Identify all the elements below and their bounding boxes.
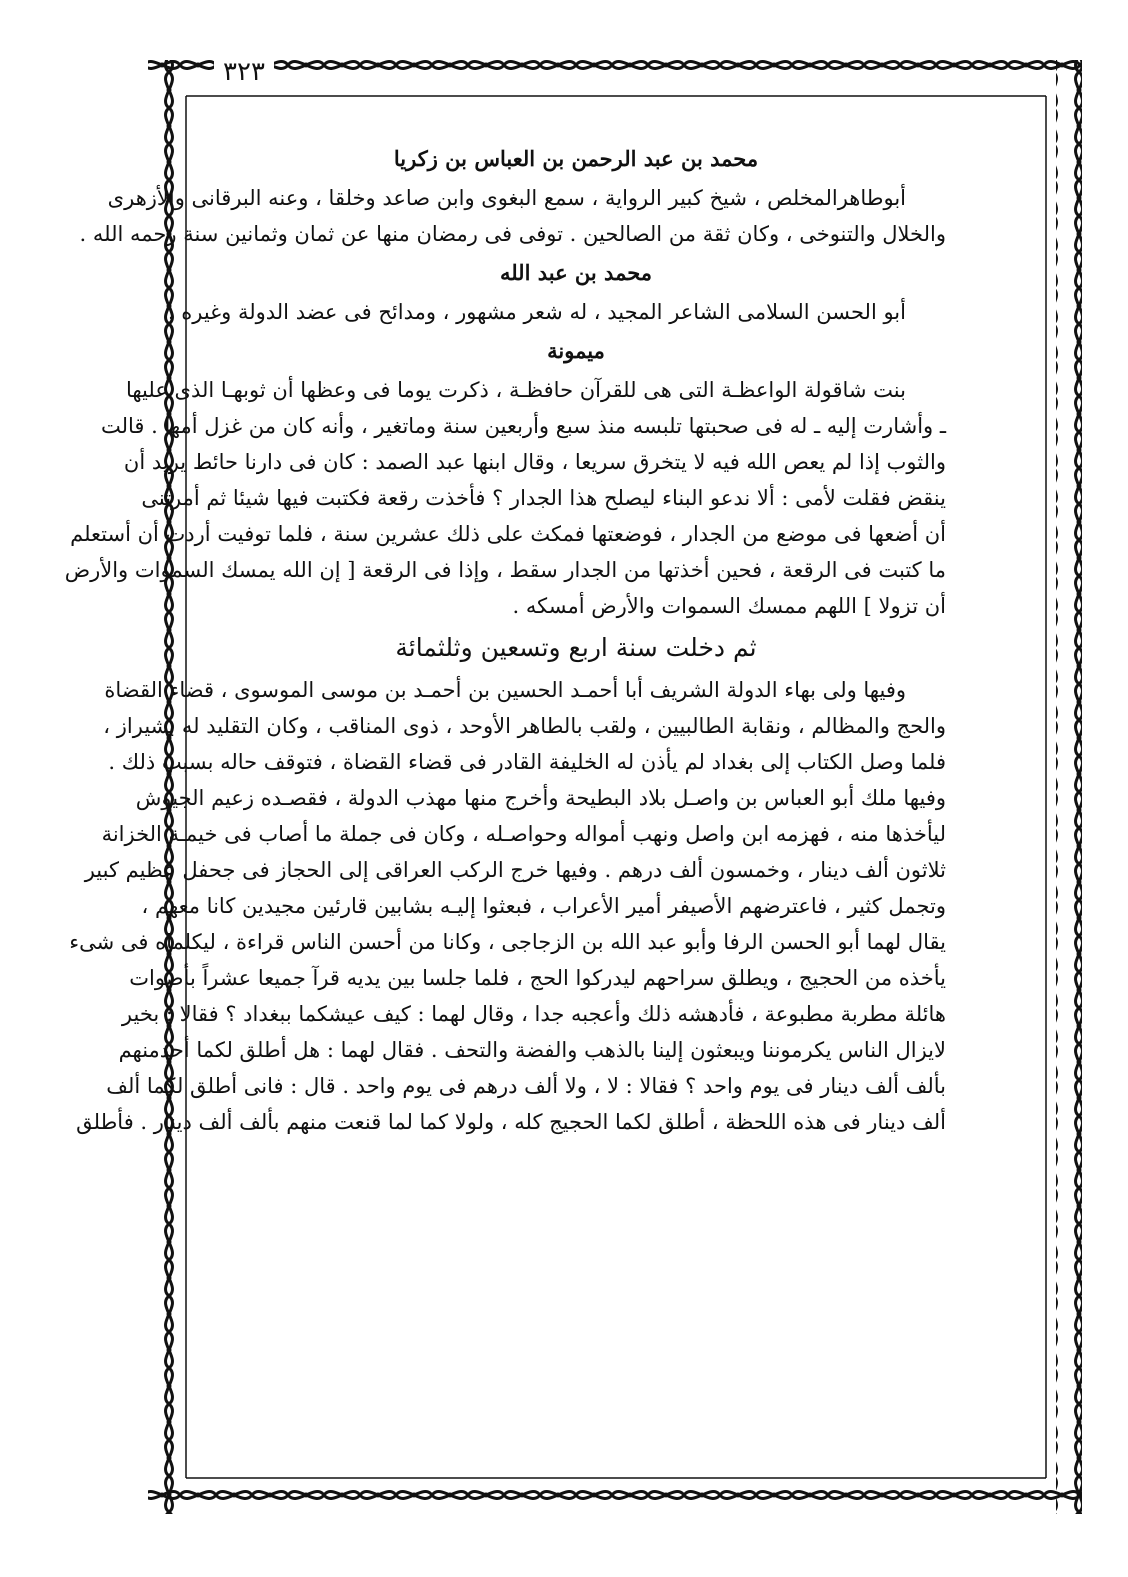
text-line: بألف ألف دينار فى يوم واحد ؟ فقالا : لا ، ولا ألف درهم فى يوم واحد . قال : فانى أطلق لكما ألف [106,1074,946,1098]
text-line: أن تزولا ] اللهم ممسك السموات والأرض أمسكه . [512,594,946,618]
text-line: يأخذه من الحجيج ، ويطلق سراحهم ليدركوا الحج ، فلما جلسا بين يديه قرآ جميعا عشراً بأصوات [129,966,946,990]
entry-heading: ميمونة [547,338,605,363]
page-text [64,138,946,1468]
text-line: لايزال الناس يكرموننا ويبعثون إلينا بالذهب والفضة والتحف . فقال لهما : هل أطلق لكما أحدمنهم [118,1038,946,1062]
text-line: بنت شاقولة الواعظـة التى هى للقرآن حافظـة ، ذكرت يوما فى وعظها أن ثوبهـا الذى عليها [125,378,906,402]
text-line: وفيها ولى بهاء الدولة الشريف أبا أحمـد الحسين بن أحمـد بن موسى الموسوى ، قضاء القضاة [104,678,906,702]
text-line: هائلة مطربة مطبوعة ، فأدهشه ذلك وأعجبه جدا ، وقال لهما : كيف عيشكما ببغداد ؟ فقالا : بخير [121,1002,946,1026]
entry-heading: محمد بن عبد الله [499,260,653,285]
text-line: وفيها ملك أبو العباس بن واصـل بلاد البطيحة وأخرج منها مهذب الدولة ، فقصـده زعيم الجيوش [135,786,946,810]
text-line: ما كتبت فى الرقعة ، فحين أخذتها من الجدار سقط ، وإذا فى الرقعة [ إن الله يمسك السموات والأرض [64,558,946,582]
text-line: والخلال والتنوخى ، وكان ثقة من الصالحين . توفى فى رمضان منها عن ثمان وثمانين سنة رحمه الله . [79,222,946,246]
text-line: ألف دينار فى هذه اللحظة ، أطلق لكما الحجيج كله ، ولولا كما لما قنعت منهم بألف ألف دينار . فأطلق [76,1110,946,1134]
text-line: أن أضعها فى موضع من الجدار ، فوضعتها فمكث على ذلك عشرين سنة ، فلما توفيت أردت أن أستعلم [70,522,946,546]
text-line: ليأخذها منه ، فهزمه ابن واصل ونهب أمواله وحواصـله ، وكان فى جملة ما أصاب فى خيمـة الخزانة [101,822,946,846]
text-line: ثلاثون ألف دينار ، وخمسون ألف درهم . وفيها خرج الركب العراقى إلى الحجاز فى جحفل عظيم كبير [84,858,946,882]
text-line: أبو الحسن السلامى الشاعر المجيد ، له شعر مشهور ، ومدائح فى عضد الدولة وغيره . [167,300,906,324]
page-number: ٣٢٣ [214,56,274,88]
text-line: ينقض فقلت لأمى : ألا ندعو البناء ليصلح هذا الجدار ؟ فأخذت رقعة فكتبت فيها شيئا ثم أمرتنى [141,486,946,510]
year-heading: ثم دخلت سنة اربع وتسعين وثلثمائة [395,633,757,662]
entry-heading: محمد بن عبد الرحمن بن العباس بن زكريا [393,146,759,171]
text-line: والحج والمظالم ، ونقابة الطالبيين ، ولقب بالطاهر الأوحد ، ذوى المناقب ، وكان التقليد له بشيراز ، [103,714,946,738]
text-line: أبوطاهرالمخلص ، شيخ كبير الرواية ، سمع البغوى وابن صاعد وخلقا ، وعنه البرقانى والأزهرى [107,186,906,210]
text-line: وتجمل كثير ، فاعترضهم الأصيفر أمير الأعراب ، فبعثوا إليـه بشابين قارئين مجيدين كانا معهم ، [141,894,946,918]
text-line: والثوب إذا لم يعص الله فيه لا يتخرق سريعا ، وقال ابنها عبد الصمد : كان فى دارنا حائط يريد أن [123,450,946,474]
text-line: فلما وصل الكتاب إلى بغداد لم يأذن له الخليفة القادر فى قضاء القضاة ، فتوقف حاله بسبب ذلك . [108,750,946,774]
text-line: يقال لهما أبو الحسن الرفا وأبو عبد الله بن الزجاجى ، وكانا من أحسن الناس قراءة ، ليكلماه فى شىء [69,930,946,954]
text-line: ـ وأشارت إليه ـ له فى صحبتها تلبسه منذ سبع وأربعين سنة وماتغير ، وأنه كان من غزل أمها . قالت [100,414,946,438]
